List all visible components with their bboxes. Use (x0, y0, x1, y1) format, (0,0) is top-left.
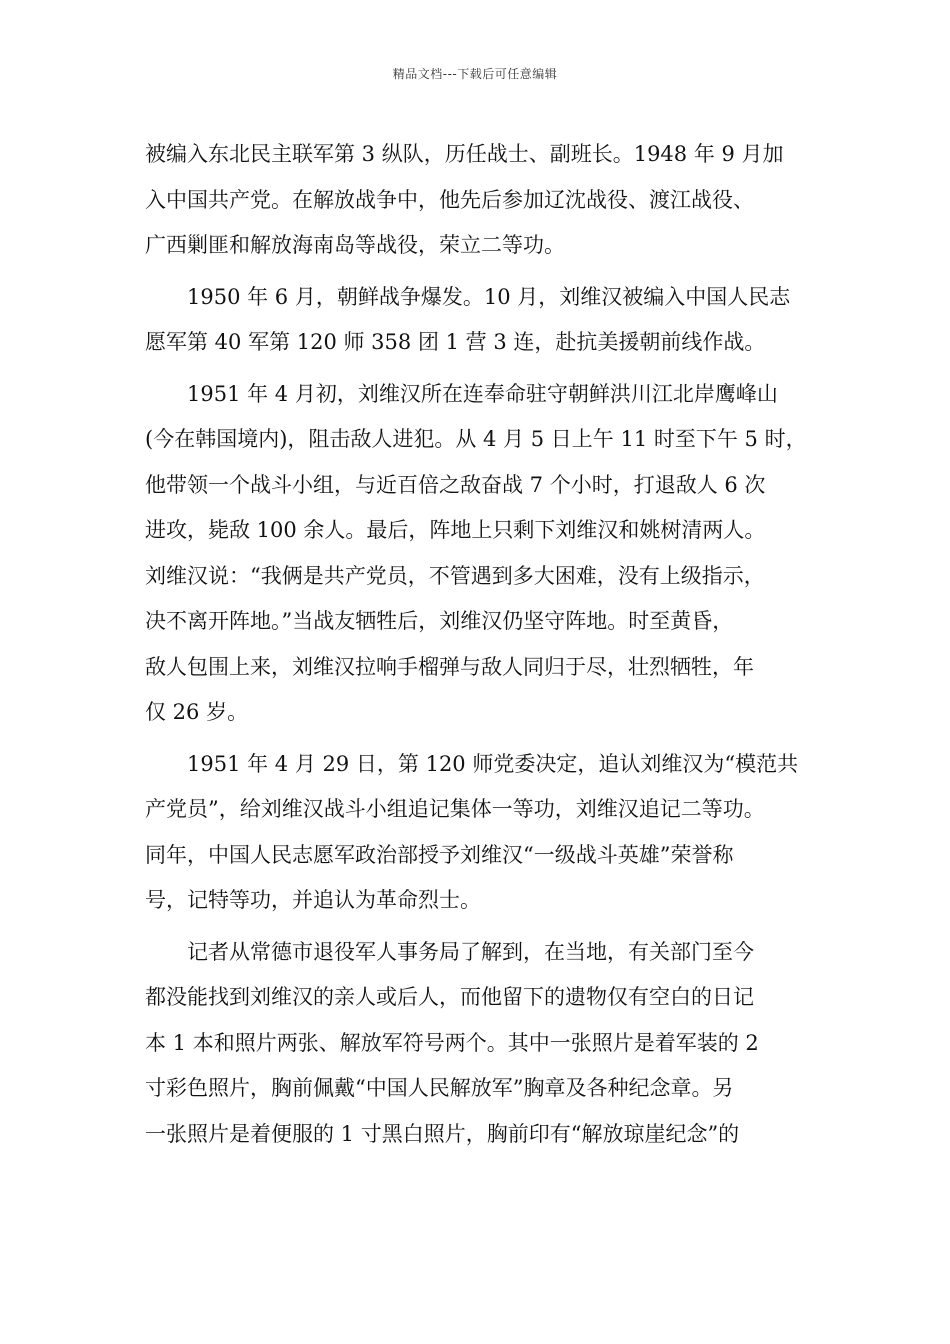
text-line: 同年，中国人民志愿军政治部授予刘维汉“一级战斗英雄”荣誉称 (145, 842, 734, 867)
text-line: 号，记特等功，并追认为革命烈士。 (145, 888, 481, 912)
text-line: 寸彩色照片，胸前佩戴“中国人民解放军”胸章及各种纪念章。另 (145, 1076, 734, 1100)
text-line: (今在韩国境内)，阻击敌人进犯。从 4 月 5 日上午 11 时至下午 5 时， (145, 427, 807, 451)
text-line: 进攻，毙敌 100 余人。最后，阵地上只剩下刘维汉和姚树清两人。 (145, 518, 766, 542)
text-line: 仅 26 岁。 (145, 700, 249, 724)
text-line: 1951 年 4 月初，刘维汉所在连奉命驻守朝鲜洪川江北岸鹰峰山 (187, 381, 778, 406)
text-line: 记者从常德市退役军人事务局了解到，在当地，有关部门至今 (187, 939, 754, 964)
text-line: 1951 年 4 月 29 日，第 120 师党委决定，追认刘维汉为“模范共 (187, 751, 799, 776)
text-line: 都没能找到刘维汉的亲人或后人，而他留下的遗物仅有空白的日记 (145, 985, 754, 1009)
text-line: 本 1 本和照片两张、解放军符号两个。其中一张照片是着军装的 2 (145, 1030, 759, 1055)
text-line: 入中国共产党。在解放战争中，他先后参加辽沈战役、渡江战役、 (145, 187, 754, 212)
text-line: 被编入东北民主联军第 3 纵队，历任战士、副班长。1948 年 9 月加 (145, 142, 784, 166)
paragraph-3 (145, 372, 815, 736)
paragraph-2 (145, 275, 815, 366)
paragraph-4 (145, 742, 815, 924)
text-line: 产党员”，给刘维汉战斗小组追记集体一等功，刘维汉追记二等功。 (145, 797, 765, 821)
text-line: 他带领一个战斗小组，与近百倍之敌奋战 7 个小时，打退敌人 6 次 (145, 472, 766, 497)
paragraph-5 (145, 930, 815, 1158)
document-body (145, 132, 815, 1157)
text-line: 愿军第 40 军第 120 师 358 团 1 营 3 连，赴抗美援朝前线作战。 (145, 330, 766, 354)
text-line: 决不离开阵地。”当战友牺牲后，刘维汉仍坚守阵地。时至黄昏， (145, 609, 734, 633)
text-line: 一张照片是着便服的 1 寸黑白照片，胸前印有“解放琼崖纪念”的 (145, 1121, 740, 1146)
text-line: 广西剿匪和解放海南岛等战役，荣立二等功。 (145, 233, 565, 257)
page-header: 精品文档---下载后可任意编辑 (392, 67, 558, 81)
text-line: 刘维汉说：“我俩是共产党员，不管遇到多大困难，没有上级指示， (145, 563, 765, 588)
text-line: 1950 年 6 月，朝鲜战争爆发。10 月，刘维汉被编入中国人民志 (187, 284, 791, 309)
paragraph-1 (145, 132, 815, 269)
text-line: 敌人包围上来，刘维汉拉响手榴弹与敌人同归于尽，壮烈牺牲，年 (145, 654, 754, 679)
